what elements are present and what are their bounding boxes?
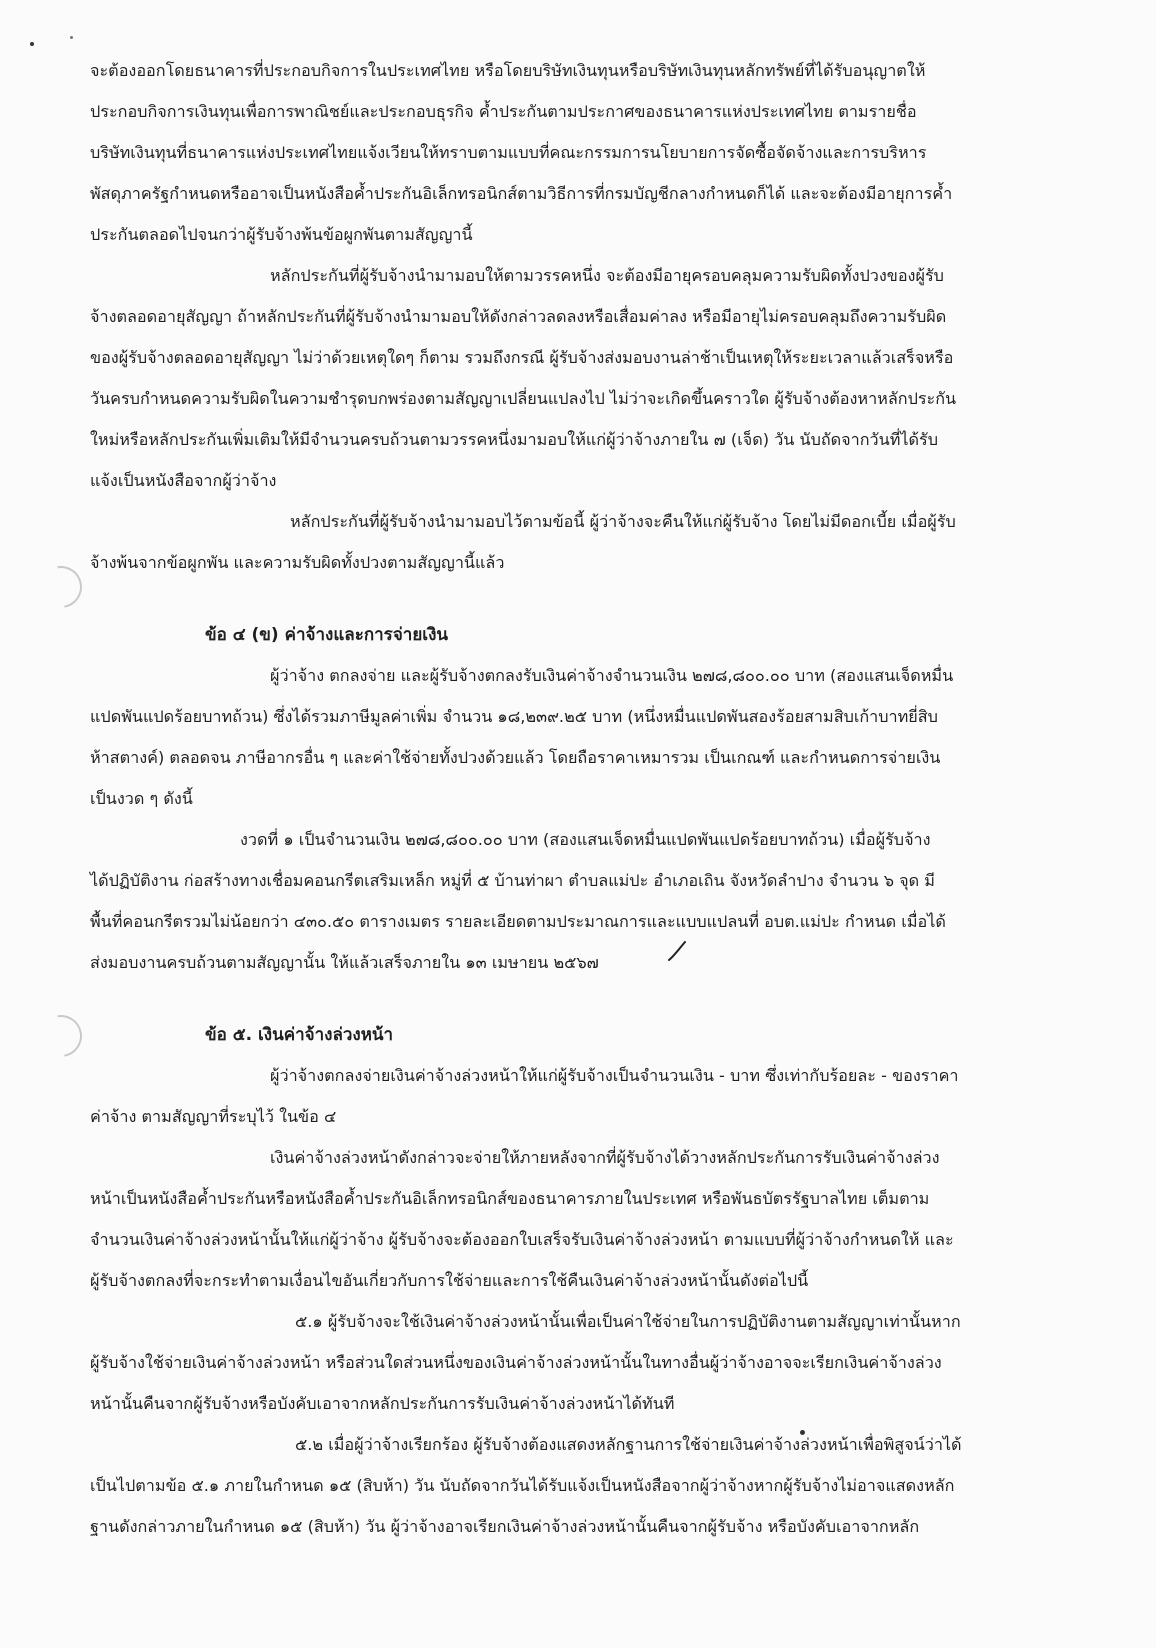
section-heading: ข้อ ๔ (ข) ค่าจ้างและการจ่ายเงิน (205, 625, 449, 645)
body-line: ผู้รับจ้างใช้จ่ายเงินค่าจ้างล่วงหน้า หรือส่วนใดส่วนหนึ่งของเงินค่าจ้างล่วงหน้านั้นในทางอื่นผู้ว่าจ้างอาจจะเรียกเงินค่าจ้างล่วง (90, 1353, 942, 1372)
scan-speck (70, 36, 73, 39)
body-line: วันครบกำหนดความรับผิดในความชำรุดบกพร่องตามสัญญาเปลี่ยนแปลงไป ไม่ว่าจะเกิดขึ้นคราวใด ผู้รับจ้างต้องหาหลักประกัน (90, 389, 957, 408)
body-line: ห้าสตางค์) ตลอดจน ภาษีอากรอื่น ๆ และค่าใช้จ่ายทั้งปวงด้วยแล้ว โดยถือราคาเหมารวม เป็นเกณฑ์ และกำหนดการจ่ายเงิน (90, 748, 941, 767)
body-line: ค่าจ้าง ตามสัญญาที่ระบุไว้ ในข้อ ๔ (90, 1107, 337, 1126)
body-line-indent: งวดที่ ๑ เป็นจำนวนเงิน ๒๗๘,๘๐๐.๐๐ บาท (สองแสนเจ็ดหมื่นแปดพันแปดร้อยบาทถ้วน) เมื่อผู้รับจ้าง (240, 830, 931, 849)
body-line-indent: ๕.๑ ผู้รับจ้างจะใช้เงินค่าจ้างล่วงหน้านั้นเพื่อเป็นค่าใช้จ่ายในการปฏิบัติงานตามสัญญาเท่านั้นหาก (295, 1312, 961, 1331)
body-line: จำนวนเงินค่าจ้างล่วงหน้านั้นให้แก่ผู้ว่าจ้าง ผู้รับจ้างจะต้องออกใบเสร็จรับเงินค่าจ้างล่วงหน้า ตามแบบที่ผู้ว่าจ้างกำหนดให้ และ (90, 1230, 954, 1249)
body-line: ใหม่หรือหลักประกันเพิ่มเติมให้มีจำนวนครบถ้วนตามวรรคหนึ่งมามอบให้แก่ผู้ว่าจ้างภายใน ๗ (เจ็ด) วัน นับถัดจากวันที่ได้รับ (90, 430, 939, 449)
body-line: ได้ปฏิบัติงาน ก่อสร้างทางเชื่อมคอนกรีตเสริมเหล็ก หมู่ที่ ๕ บ้านท่าผา ตำบลแม่ปะ อำเภอเถิน จังหวัดลำปาง จำนวน ๖ จุด มี (90, 871, 935, 890)
body-line: บริษัทเงินทุนที่ธนาคารแห่งประเทศไทยแจ้งเวียนให้ทราบตามแบบที่คณะกรรมการนโยบายการจัดซื้อจัดจ้างและการบริหาร (90, 143, 927, 162)
body-line: ส่งมอบงานครบถ้วนตามสัญญานั้น ให้แล้วเสร็จภายใน ๑๓ เมษายน ๒๕๖๗ (90, 953, 599, 972)
body-line-indent: หลักประกันที่ผู้รับจ้างนำมามอบให้ตามวรรคหนึ่ง จะต้องมีอายุครอบคลุมความรับผิดทั้งปวงของผู้รับ (270, 266, 944, 285)
body-line-indent: ๕.๒ เมื่อผู้ว่าจ้างเรียกร้อง ผู้รับจ้างต้องแสดงหลักฐานการใช้จ่ายเงินค่าจ้างล่วงหน้าเพื่อพิสูจน์ว่าได้ (295, 1435, 962, 1454)
body-line-indent: ผู้ว่าจ้างตกลงจ่ายเงินค่าจ้างล่วงหน้าให้แก่ผู้รับจ้างเป็นจำนวนเงิน - บาท ซึ่งเท่ากับร้อยละ - ของราคา (270, 1066, 959, 1085)
body-line: จ้างตลอดอายุสัญญา ถ้าหลักประกันที่ผู้รับจ้างนำมามอบให้ดังกล่าวลดลงหรือเสื่อมค่าลง หรือมีอายุไม่ครอบคลุมถึงความรับผิด (90, 307, 947, 326)
body-line-indent: เงินค่าจ้างล่วงหน้าดังกล่าวจะจ่ายให้ภายหลังจากที่ผู้รับจ้างได้วางหลักประกันการรับเงินค่าจ้างล่วง (270, 1148, 940, 1167)
body-line: ประกอบกิจการเงินทุนเพื่อการพาณิชย์และประกอบธุรกิจ ค้ำประกันตามประกาศของธนาคารแห่งประเทศไทย ตามรายชื่อ (90, 102, 917, 121)
section-heading: ข้อ ๕. เงินค่าจ้างล่วงหน้า (205, 1025, 394, 1045)
body-line: เป็นงวด ๆ ดังนี้ (90, 789, 193, 808)
punch-hole-mark (32, 1007, 90, 1065)
body-line: จะต้องออกโดยธนาคารที่ประกอบกิจการในประเทศไทย หรือโดยบริษัทเงินทุนหรือบริษัทเงินทุนหลักทรัพย์ที่ได้รับอนุญาตให้ (90, 61, 926, 80)
body-line: พัสดุภาครัฐกำหนดหรืออาจเป็นหนังสือค้ำประกันอิเล็กทรอนิกส์ตามวิธีการที่กรมบัญชีกลางกำหนดก็ได้ และจะต้องมีอายุการค้ำ (90, 184, 953, 203)
handwritten-checkmark (668, 940, 686, 962)
body-line: เป็นไปตามข้อ ๕.๑ ภายในกำหนด ๑๕ (สิบห้า) วัน นับถัดจากวันได้รับแจ้งเป็นหนังสือจากผู้ว่าจ้างหากผู้รับจ้างไม่อาจแสดงหลัก (90, 1476, 955, 1495)
body-line: ของผู้รับจ้างตลอดอายุสัญญา ไม่ว่าด้วยเหตุใดๆ ก็ตาม รวมถึงกรณี ผู้รับจ้างส่งมอบงานล่าช้าเป็นเหตุให้ระยะเวลาแล้วเสร็จหรือ (90, 348, 954, 367)
body-line: ประกันตลอดไปจนกว่าผู้รับจ้างพ้นข้อผูกพันตามสัญญานี้ (90, 225, 473, 244)
body-line-indent: ผู้ว่าจ้าง ตกลงจ่าย และผู้รับจ้างตกลงรับเงินค่าจ้างจำนวนเงิน ๒๗๘,๘๐๐.๐๐ บาท (สองแสนเจ็ดหมื่น (270, 666, 954, 685)
body-line: พื้นที่คอนกรีตรวมไม่น้อยกว่า ๔๓๐.๕๐ ตารางเมตร รายละเอียดตามประมาณการและแบบแปลนที่ อบต.แม่ปะ กำหนด เมื่อได้ (90, 912, 946, 931)
body-line: ผู้รับจ้างตกลงที่จะกระทำตามเงื่อนไขอันเกี่ยวกับการใช้จ่ายและการใช้คืนเงินค่าจ้างล่วงหน้านั้นดังต่อไปนี้ (90, 1271, 809, 1290)
scan-speck (800, 1430, 805, 1435)
body-line: ฐานดังกล่าวภายในกำหนด ๑๕ (สิบห้า) วัน ผู้ว่าจ้างอาจเรียกเงินค่าจ้างล่วงหน้านั้นคืนจากผู้รับจ้าง หรือบังคับเอาจากหลัก (90, 1517, 920, 1536)
body-line: แจ้งเป็นหนังสือจากผู้ว่าจ้าง (90, 471, 277, 490)
body-line: หน้านั้นคืนจากผู้รับจ้างหรือบังคับเอาจากหลักประกันการรับเงินค่าจ้างล่วงหน้าได้ทันที (90, 1394, 675, 1413)
scan-speck (30, 42, 34, 46)
punch-hole-mark (32, 558, 90, 616)
body-line: จ้างพ้นจากข้อผูกพัน และความรับผิดทั้งปวงตามสัญญานี้แล้ว (90, 553, 505, 572)
body-line: แปดพันแปดร้อยบาทถ้วน) ซึ่งได้รวมภาษีมูลค่าเพิ่ม จำนวน ๑๘,๒๓๙.๒๕ บาท (หนึ่งหมื่นแปดพันสองร้อยสามสิบเก้าบาทยี่สิบ (90, 707, 938, 726)
body-line: หน้าเป็นหนังสือค้ำประกันหรือหนังสือค้ำประกันอิเล็กทรอนิกส์ของธนาคารภายในประเทศ หรือพันธบัตรรัฐบาลไทย เต็มตาม (90, 1189, 930, 1208)
body-line-indent: หลักประกันที่ผู้รับจ้างนำมามอบไว้ตามข้อนี้ ผู้ว่าจ้างจะคืนให้แก่ผู้รับจ้าง โดยไม่มีดอกเบี้ย เมื่อผู้รับ (290, 512, 956, 531)
